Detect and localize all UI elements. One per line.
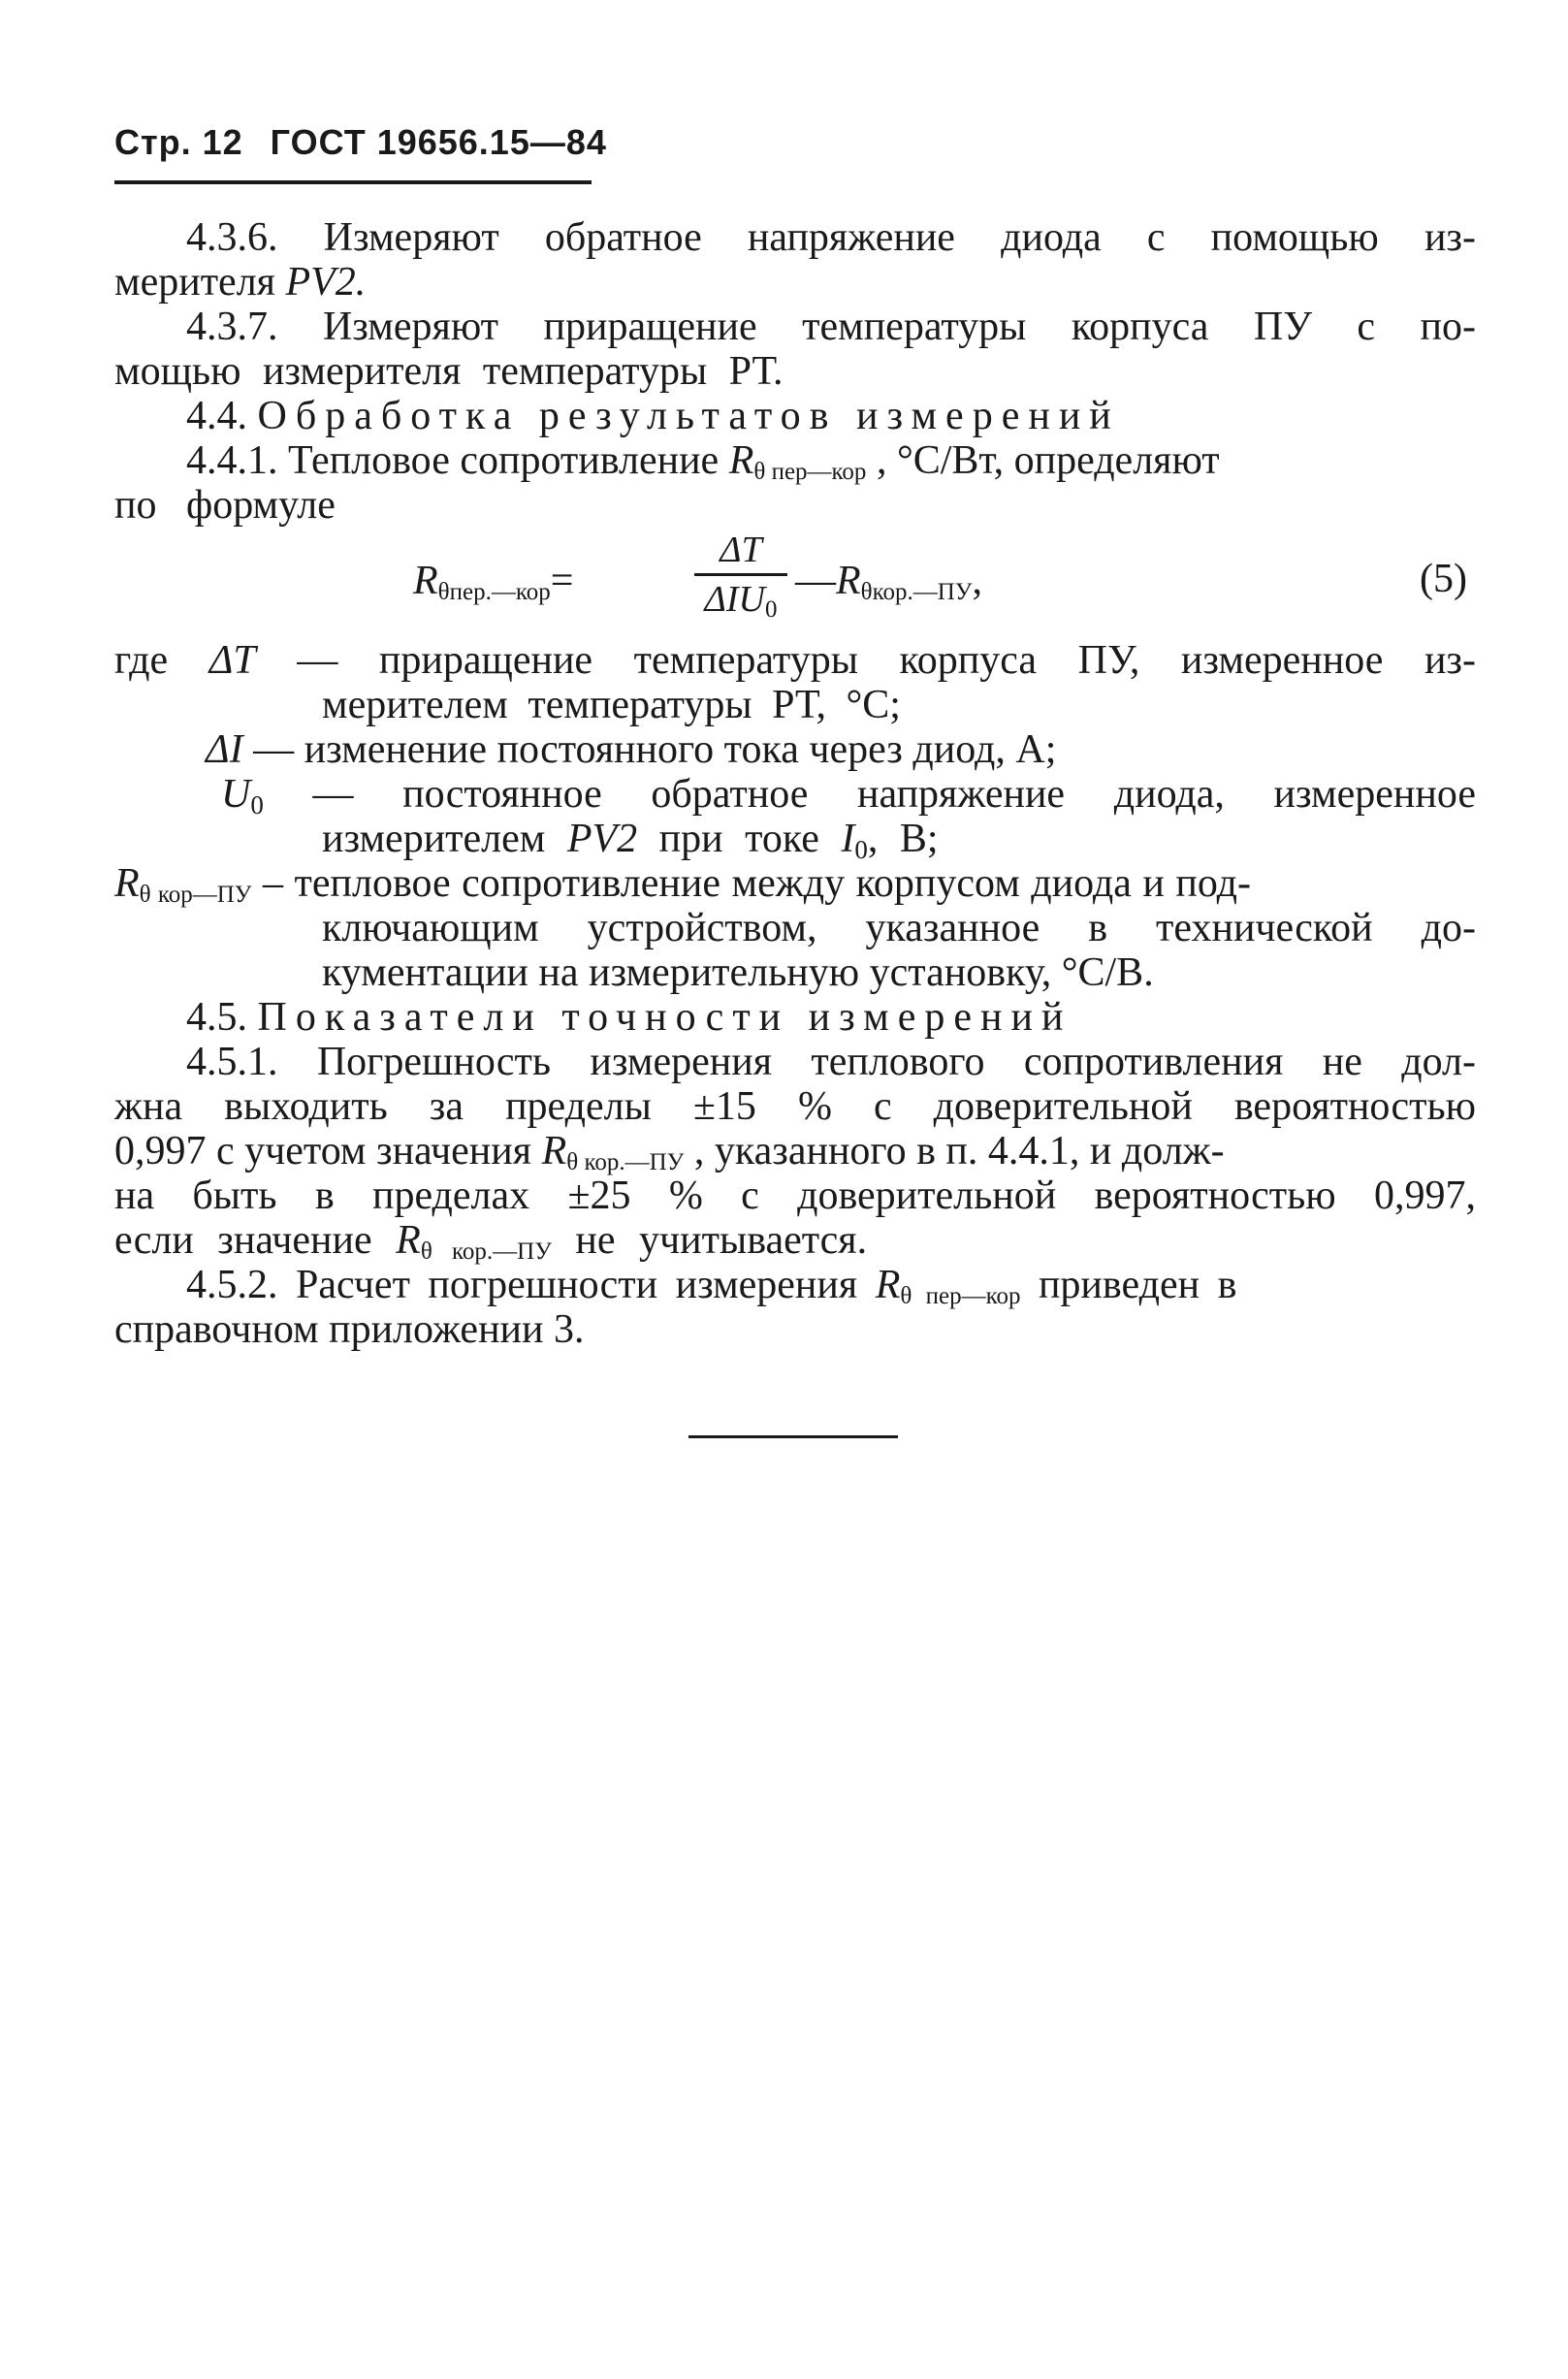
formula-5 [413,529,1092,635]
formula-lhs: $R_{\theta пер.—кор}=$ [413,559,574,605]
fraction-bar [694,573,787,576]
para-4-5-1-line-4: на быть в пределах ±25 % с доверительной вероятностью 0,997, [114,1173,1476,1218]
para-4-3-7-line-2: мощью измерителя температуры РТ. [114,349,784,394]
section-4-5-heading [186,995,1072,1040]
section-4-5-title: Показатели точности измерений [257,995,1072,1040]
para-4-3-7-line-1: 4.3.7. Измеряют приращение температуры корпуса ПУ с по- [186,305,1476,349]
para-4-5-2-line-1: 4.5.2. Расчет погрешности измерения $R_{\theta пер—кор}$ приведен в [186,1263,1237,1309]
definition-delta-t-line-2: мерителем температуры РТ, °С; [322,683,901,727]
section-4-4-title: Обработка результатов измерений [257,394,1120,438]
definition-delta-t-line-1: где ΔT — приращение температуры корпуса ПУ, измеренное из- [114,638,1476,683]
definition-delta-i: ΔI — изменение постоянного тока через диод, А; [206,727,1057,772]
para-4-4-1-line-1: 4.4.1. Тепловое сопротивление $R_{\theta пер—кор}$ , °С/Вт, определяют [186,438,1220,485]
para-4-3-6-line-1: 4.3.6. Измеряют обратное напряжение диода с помощью из- [186,215,1476,260]
section-4-4-number: 4.4. [186,394,247,438]
para-4-5-1-line-2: жна выходить за пределы ±15 % с доверительной вероятностью [114,1084,1476,1129]
equation-number: (5) [1420,557,1467,601]
formula-denominator: $\Delta IU_0$ [704,579,778,623]
para-4-5-2-line-2: справочном приложении 3. [114,1307,585,1352]
end-rule [688,1435,898,1438]
para-4-3-6-line-2: мерителя PV2. [114,260,367,305]
header-rule [114,180,592,184]
page-header [114,122,607,163]
page-number: Стр. 12 [114,122,243,162]
document-id: ГОСТ 19656.15—84 [270,122,607,162]
formula-fraction [694,529,787,629]
definition-r-kor-pu-line-3: кументации на измерительную установку, °С/В. [322,950,1154,995]
definition-r-kor-pu-line-2: ключающим устройством, указанное в технической до- [322,906,1476,950]
section-4-4-heading [186,394,1120,438]
section-4-5-number: 4.5. [186,995,247,1040]
para-4-5-1-line-1: 4.5.1. Погрешность измерения теплового сопротивления не дол- [186,1040,1476,1084]
formula-rhs: $—R_{\theta кор.—ПУ}$, [795,559,983,605]
definition-u0-line-1: $U_0$ — постоянное обратное напряжение диода, измеренное [221,772,1476,820]
definition-r-kor-pu-line-1: $R_{\theta кор—ПУ}$ – тепловое сопротивление между корпусом диода и под- [114,861,1252,908]
definition-u0-line-2: измерителем PV2 при токе $I_0$, В; [322,817,939,864]
para-4-5-1-line-5: если значение $R_{\theta кор.—ПУ}$ не учитывается. [114,1218,868,1265]
para-4-5-1-line-3: 0,997 с учетом значения $R_{\theta кор.—ПУ}$ , указанного в п. 4.4.1, и долж- [114,1129,1225,1175]
formula-numerator: ΔT [720,530,762,570]
para-4-4-1-line-2: по формуле [114,483,336,528]
